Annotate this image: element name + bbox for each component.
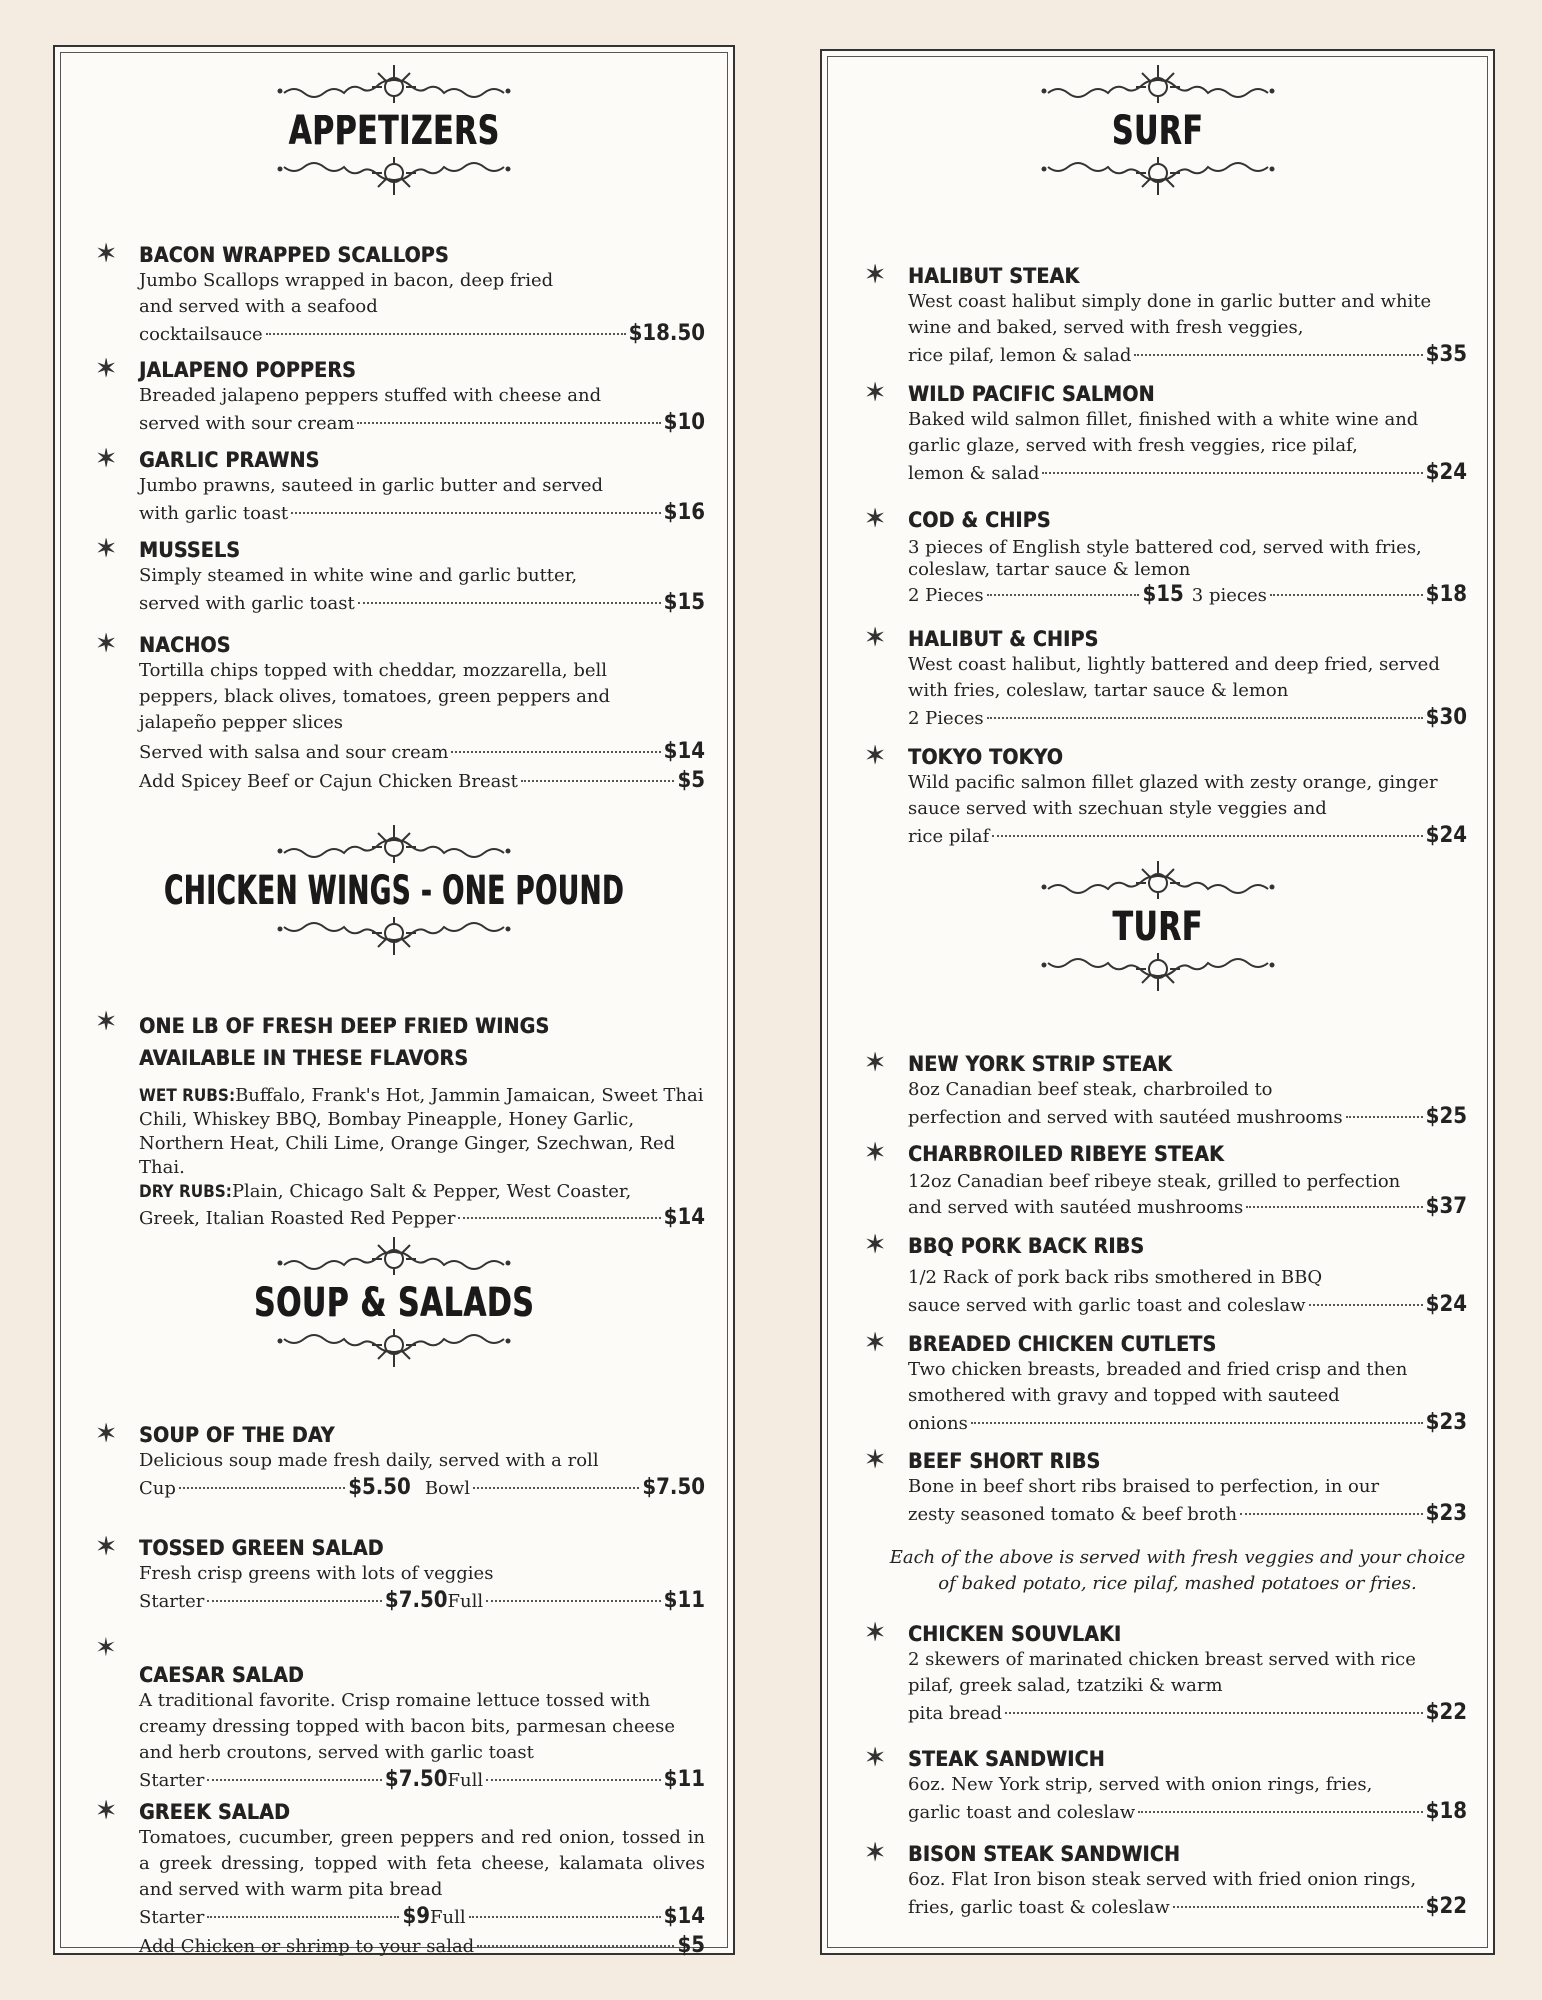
star-bullet-icon: ✶ — [95, 1419, 118, 1449]
turf-header — [822, 861, 1493, 1011]
menu-item: ✶ MUSSELS Simply steamed in white wine and garlic butter, served with garlic toast $15 — [95, 534, 705, 615]
star-bullet-icon: ✶ — [864, 1138, 887, 1168]
menu-item: ✶ CHARBROILED RIBEYE STEAK 12oz Canadian beef ribeye steak, grilled to perfection and served with sautéed mushrooms $37 — [864, 1138, 1467, 1219]
flourish-top-icon — [214, 825, 574, 869]
item-price: $24 — [1425, 823, 1467, 848]
item-price: $10 — [663, 410, 705, 435]
sides-note: Each of the above is served with fresh veggies and your choice of baked potato, rice pilaf, mashed potatoes or fries. — [889, 1547, 1466, 1594]
menu-item: ✶ NACHOS Tortilla chips topped with cheddar, mozzarella, bell peppers, black olives, tomatoes, green peppers and jalapeño pepper slices Served with salsa and sour cream $14 Add Spicey Beef or Cajun Chicken Breast $5 — [95, 629, 705, 793]
appetizers-title: APPETIZERS — [288, 108, 500, 154]
star-bullet-icon: ✶ — [864, 1048, 887, 1078]
menu-item: ✶ HALIBUT & CHIPS West coast halibut, lightly battered and deep fried, served with fries, coleslaw, tartar sauce & lemon 2 Pieces $30 — [864, 623, 1467, 730]
menu-item: ✶ BBQ PORK BACK RIBS 1/2 Rack of pork back ribs smothered in BBQ sauce served with garlic toast and coleslaw $24 — [864, 1230, 1467, 1317]
menu-item: ✶ TOKYO TOKYO Wild pacific salmon fillet glazed with zesty orange, ginger sauce served with szechuan style veggies and rice pilaf $24 — [864, 741, 1467, 848]
item-price: $14 — [663, 739, 705, 764]
menu-item: ✶ CHICKEN SOUVLAKI 2 skewers of marinated chicken breast served with rice pilaf, greek salad, tzatziki & warm pita bread $22 — [864, 1618, 1467, 1725]
menu-item: ✶ STEAK SANDWICH 6oz. New York strip, served with onion rings, fries, garlic toast and coleslaw $18 — [864, 1743, 1467, 1824]
item-price: $23 — [1425, 1501, 1467, 1526]
surf-header — [822, 65, 1493, 215]
item-price: $18.50 — [628, 321, 705, 346]
item-price: $25 — [1425, 1104, 1467, 1129]
surf-title: SURF — [1111, 108, 1204, 154]
star-bullet-icon: ✶ — [95, 1796, 118, 1826]
menu-item: ✶ JALAPENO POPPERS Breaded jalapeno peppers stuffed with cheese and served with sour cream $10 — [95, 354, 705, 435]
star-bullet-icon: ✶ — [864, 504, 887, 534]
flourish-bottom-icon — [214, 913, 574, 957]
flourish-top-icon — [214, 1237, 574, 1281]
menu-item: ✶ TOSSED GREEN SALAD Fresh crisp greens with lots of veggies Starter $7.50 Full $11 — [95, 1532, 705, 1613]
menu-item: ✶ NEW YORK STRIP STEAK 8oz Canadian beef steak, charbroiled to perfection and served with sautéed mushrooms $25 — [864, 1048, 1467, 1129]
item-price: $15 — [663, 590, 705, 615]
menu-item: ✶ WILD PACIFIC SALMON Baked wild salmon fillet, finished with a white wine and garlic glaze, served with fresh veggies, rice pilaf, lemon & salad $24 — [864, 378, 1467, 485]
menu-item: ✶ GREEK SALAD Tomatoes, cucumber, green peppers and red onion, tossed in a greek dressing, topped with feta cheese, kalamata olives and served with warm pita bread Starter $9 Full $14 Add Chicken or shrimp to your salad $5 — [95, 1796, 705, 1958]
item-price: $37 — [1425, 1194, 1467, 1219]
item-price: $30 — [1425, 705, 1467, 730]
star-bullet-icon: ✶ — [864, 1618, 887, 1648]
menu-item: ✶ COD & CHIPS 3 pieces of English style battered cod, served with fries, coleslaw, tartar sauce & lemon 2 Pieces $15 3 pieces $18 — [864, 504, 1467, 607]
star-bullet-icon: ✶ — [95, 354, 118, 384]
star-bullet-icon: ✶ — [864, 1230, 887, 1260]
item-price: $22 — [1425, 1700, 1467, 1725]
menu-item: ✶ BEEF SHORT RIBS Bone in beef short ribs braised to perfection, in our zesty seasoned tomato & beef broth $23 — [864, 1445, 1467, 1526]
star-bullet-icon: ✶ — [95, 1532, 118, 1562]
item-price: $18 — [1425, 1799, 1467, 1824]
item-price: $5 — [677, 768, 705, 793]
item-price: $23 — [1425, 1410, 1467, 1435]
appetizers-header — [55, 65, 733, 215]
star-bullet-icon: ✶ — [864, 623, 887, 653]
item-price: $24 — [1425, 1292, 1467, 1317]
star-bullet-icon: ✶ — [95, 1633, 117, 1663]
menu-item: ✶ SOUP OF THE DAY Delicious soup made fresh daily, served with a roll Cup $5.50 Bowl $7.50 — [95, 1419, 705, 1500]
flourish-top-icon — [978, 65, 1338, 109]
star-bullet-icon: ✶ — [95, 444, 118, 474]
star-bullet-icon: ✶ — [864, 1743, 887, 1773]
star-bullet-icon: ✶ — [95, 1007, 118, 1037]
star-bullet-icon: ✶ — [864, 741, 887, 771]
menu-item: ✶ CAESAR SALAD A traditional favorite. Crisp romaine lettuce tossed with creamy dressing topped with bacon bits, parmesan cheese and herb croutons, served with garlic toast Starter $7.50 Full $11 — [95, 1633, 705, 1792]
soup-salads-header — [55, 1237, 733, 1387]
right-menu-panel — [820, 49, 1495, 1955]
menu-item: ✶ BACON WRAPPED SCALLOPS Jumbo Scallops wrapped in bacon, deep fried and served with a seafood cocktailsauce $18.50 — [95, 239, 705, 346]
chicken-wings-title: CHICKEN WINGS - ONE POUND — [163, 868, 625, 914]
chicken-wings-header — [55, 825, 733, 975]
menu-item: ✶ BREADED CHICKEN CUTLETS Two chicken breasts, breaded and fried crisp and then smothered with gravy and topped with sauteed onions $23 — [864, 1328, 1467, 1435]
flourish-bottom-icon — [214, 153, 574, 197]
flourish-top-icon — [978, 861, 1338, 905]
flourish-bottom-icon — [978, 949, 1338, 993]
turf-title: TURF — [1112, 904, 1203, 950]
menu-item: ✶ HALIBUT STEAK West coast halibut simply done in garlic butter and white wine and baked, served with fresh veggies, rice pilaf, lemon & salad $35 — [864, 260, 1467, 367]
flourish-bottom-icon — [978, 153, 1338, 197]
star-bullet-icon: ✶ — [95, 239, 118, 269]
star-bullet-icon: ✶ — [864, 1328, 887, 1358]
item-price: $14 — [663, 1205, 705, 1230]
soup-salads-title: SOUP & SALADS — [253, 1280, 535, 1326]
item-price: $24 — [1425, 460, 1467, 485]
menu-item: ✶ GARLIC PRAWNS Jumbo prawns, sauteed in garlic butter and served with garlic toast $16 — [95, 444, 705, 525]
flourish-bottom-icon — [214, 1325, 574, 1369]
star-bullet-icon: ✶ — [864, 260, 887, 290]
item-price: $35 — [1425, 342, 1467, 367]
star-bullet-icon: ✶ — [864, 1838, 887, 1868]
menu-item: ✶ ONE LB OF FRESH DEEP FRIED WINGS AVAILABLE IN THESE FLAVORS WET RUBS:Buffalo, Frank's Hot, Jammin Jamaican, Sweet Thai Chili, Whiskey BBQ, Bombay Pineapple, Honey Garlic, Northern Heat, Chili Lime, Orange Ginger, Szechwan, Red Thai. DRY RUBS:Plain, Chicago Salt & Pepper, West Coaster, Greek, Italian Roasted Red Pepper $14 — [95, 1007, 705, 1230]
star-bullet-icon: ✶ — [864, 378, 887, 408]
star-bullet-icon: ✶ — [95, 629, 118, 659]
left-menu-panel — [53, 45, 735, 1958]
star-bullet-icon: ✶ — [864, 1445, 887, 1475]
flourish-top-icon — [214, 65, 574, 109]
item-price: $22 — [1425, 1894, 1467, 1919]
star-bullet-icon: ✶ — [95, 534, 118, 564]
item-price: $16 — [663, 500, 705, 525]
menu-item: ✶ BISON STEAK SANDWICH 6oz. Flat Iron bison steak served with fried onion rings, fries, garlic toast & coleslaw $22 — [864, 1838, 1467, 1919]
